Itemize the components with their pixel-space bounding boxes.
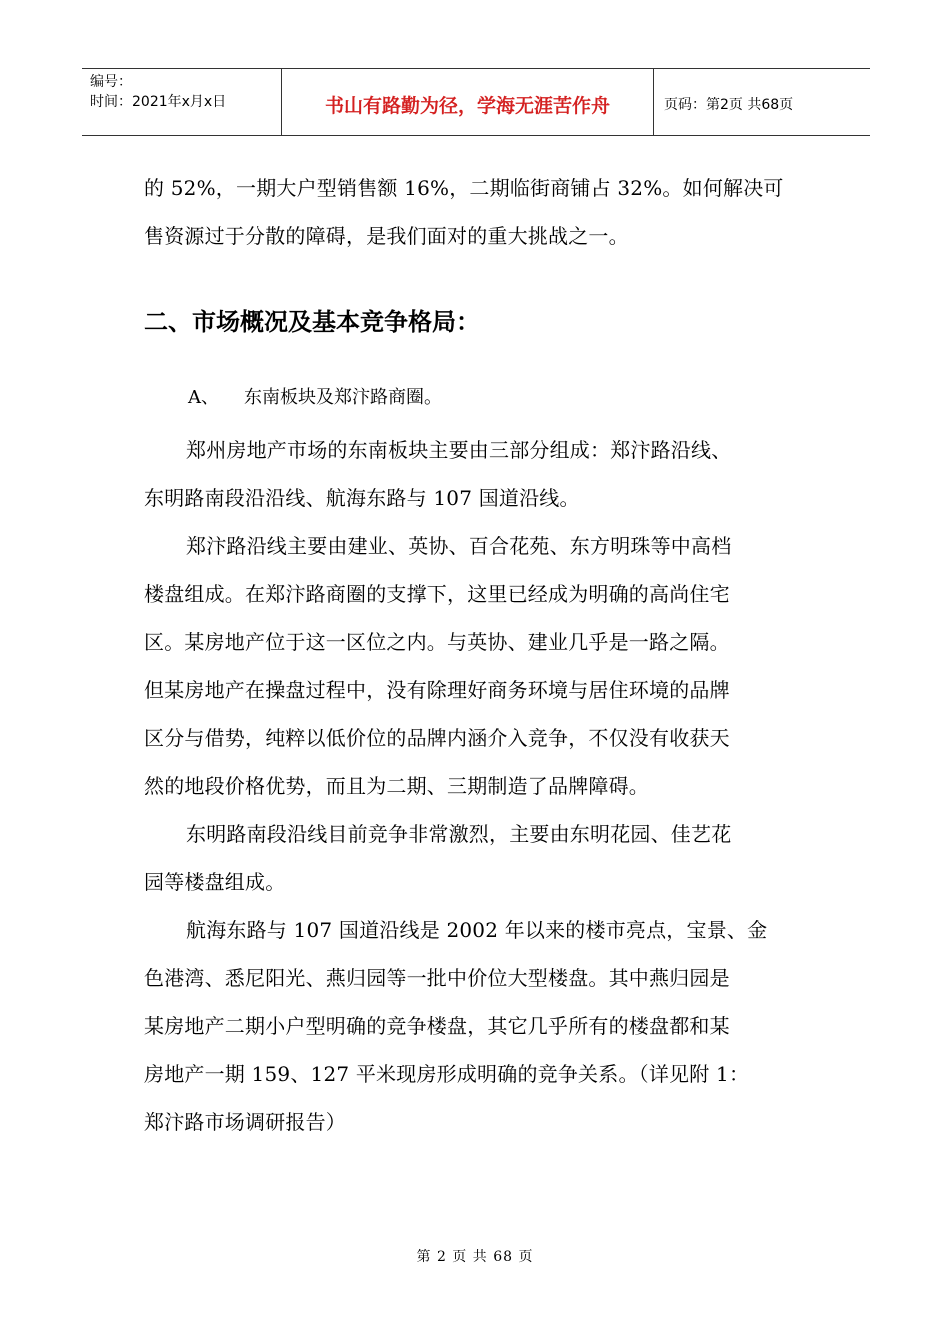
header-meta [82, 69, 282, 135]
paragraph [144, 522, 809, 810]
subsection-heading [144, 374, 809, 422]
body-line: 色港湾、悉尼阳光、燕归园等一批中价位大型楼盘。其中燕归园是 [144, 966, 730, 990]
body-line: 郑州房地产市场的东南板块主要由三部分组成：郑汴路沿线、 [186, 438, 732, 462]
document-time-label: 时间：2021年x月x日 [90, 94, 227, 110]
subsection-marker: A、 [188, 387, 219, 408]
document-number-label: 编号： [90, 74, 132, 90]
body-line: 郑汴路市场调研报告） [144, 1110, 346, 1134]
paragraph [144, 426, 809, 522]
document-body [144, 164, 809, 1146]
body-line: 郑汴路沿线主要由建业、英协、百合花苑、东方明珠等中高档 [186, 534, 732, 558]
paragraph [144, 810, 809, 906]
body-line: 区分与借势，纯粹以低价位的品牌内涵介入竞争，不仅没有收获天 [144, 726, 730, 750]
paragraph [144, 906, 809, 1146]
body-line: 某房地产二期小户型明确的竞争楼盘，其它几乎所有的楼盘都和某 [144, 1014, 730, 1038]
page-header [82, 68, 870, 136]
body-line: 东明路南段沿沿线、航海东路与 107 国道沿线。 [144, 486, 580, 510]
body-line: 东明路南段沿线目前竞争非常激烈，主要由东明花园、佳艺花 [186, 822, 732, 846]
header-page-info: 页码：第2页 共68页 [664, 97, 794, 113]
page-footer: 第 2 页 共 68 页 [416, 1249, 534, 1265]
body-line: 但某房地产在操盘过程中，没有除理好商务环境与居住环境的品牌 [144, 678, 730, 702]
header-motto: 书山有路勤为径，学海无涯苦作舟 [282, 69, 654, 135]
subsection-title: 东南板块及郑汴路商圈。 [244, 387, 442, 408]
body-line: 然的地段价格优势，而且为二期、三期制造了品牌障碍。 [144, 774, 649, 798]
body-line: 区。某房地产位于这一区位之内。与英协、建业几乎是一路之隔。 [144, 630, 730, 654]
body-line: 的 52%，一期大户型销售额 16%，二期临街商铺占 32%。如何解决可 [144, 176, 784, 200]
body-line: 航海东路与 107 国道沿线是 2002 年以来的楼市亮点，宝景、金 [186, 918, 768, 942]
body-line: 园等楼盘组成。 [144, 870, 286, 894]
body-line: 房地产一期 159、127 平米现房形成明确的竞争关系。（详见附 1： [144, 1062, 750, 1086]
body-line: 售资源过于分散的障碍，是我们面对的重大挑战之一。 [144, 224, 629, 248]
section-heading: 二、市场概况及基本竞争格局： [144, 308, 480, 336]
body-line: 楼盘组成。在郑汴路商圈的支撑下，这里已经成为明确的高尚住宅 [144, 582, 730, 606]
